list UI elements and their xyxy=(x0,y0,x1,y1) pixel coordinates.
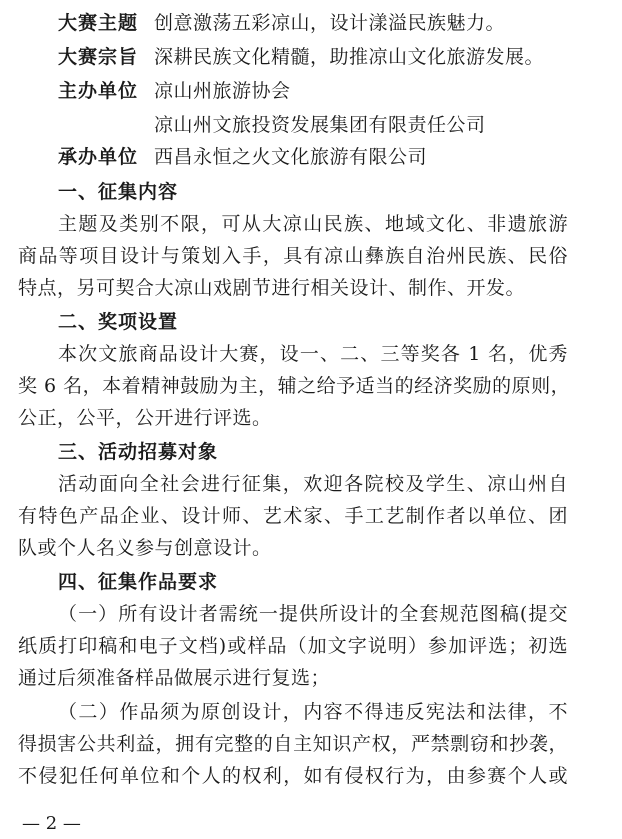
section1-line-2: 商品等项目设计与策划入手，具有凉山彝族自治州民族、民俗 xyxy=(18,245,568,267)
organizer-value: 西昌永恒之火文化旅游有限公司 xyxy=(154,146,428,168)
theme-value: 创意激荡五彩凉山，设计漾溢民族魅力。 xyxy=(154,12,506,34)
purpose-label: 大赛宗旨 xyxy=(58,46,139,68)
section2-line-1: 本次文旅商品设计大赛，设一、二、三等奖各 1 名，优秀 xyxy=(58,343,568,365)
section3-line-2: 有特色产品企业、设计师、艺术家、手工艺制作者以单位、团 xyxy=(18,505,568,527)
section4-heading: 四、征集作品要求 xyxy=(58,571,219,593)
host-row-2 xyxy=(154,112,486,138)
section1-heading: 一、征集内容 xyxy=(58,181,179,203)
page-number: — 2 — xyxy=(22,813,81,834)
section4-line-6: 不侵犯任何单位和个人的权利，如有侵权行为，由参赛个人或 xyxy=(18,765,568,787)
section3-line-3: 队或个人名义参与创意设计。 xyxy=(18,537,272,559)
section4-line-4: （二）作品须为原创设计，内容不得违反宪法和法律，不 xyxy=(58,701,568,723)
organizer-row xyxy=(58,144,427,170)
section3-heading: 三、活动招募对象 xyxy=(58,441,219,463)
section2-line-2: 奖 6 名，本着精神鼓励为主，辅之给予适当的经济奖励的原则， xyxy=(18,375,571,397)
host-row xyxy=(58,78,291,104)
section3-line-1: 活动面向全社会进行征集，欢迎各院校及学生、凉山州自 xyxy=(58,473,568,495)
theme-label: 大赛主题 xyxy=(58,12,139,34)
section4-line-1: （一）所有设计者需统一提供所设计的全套规范图稿(提交 xyxy=(58,603,568,625)
section1-line-3: 特点，另可契合大凉山戏剧节进行相关设计、制作、开发。 xyxy=(18,277,526,299)
section4-line-5: 得损害公共利益，拥有完整的自主知识产权，严禁剽窃和抄袭， xyxy=(18,733,568,755)
purpose-row xyxy=(58,44,544,70)
theme-row xyxy=(58,10,505,36)
purpose-value: 深耕民族文化精髓，助推凉山文化旅游发展。 xyxy=(154,46,545,68)
section4-line-3: 通过后须准备样品做展示进行复选； xyxy=(18,667,331,689)
organizer-label: 承办单位 xyxy=(58,146,139,168)
section4-line-2: 纸质打印稿和电子文档)或样品（加文字说明）参加评选；初选 xyxy=(18,635,568,657)
section2-line-3: 公正，公平，公开进行评选。 xyxy=(18,407,272,429)
section2-heading: 二、奖项设置 xyxy=(58,311,179,333)
section1-line-1: 主题及类别不限，可从大凉山民族、地域文化、非遗旅游 xyxy=(58,213,568,235)
host-label: 主办单位 xyxy=(58,80,139,102)
host-value-1: 凉山州旅游协会 xyxy=(154,80,291,102)
host-value-2: 凉山州文旅投资发展集团有限责任公司 xyxy=(154,114,486,136)
